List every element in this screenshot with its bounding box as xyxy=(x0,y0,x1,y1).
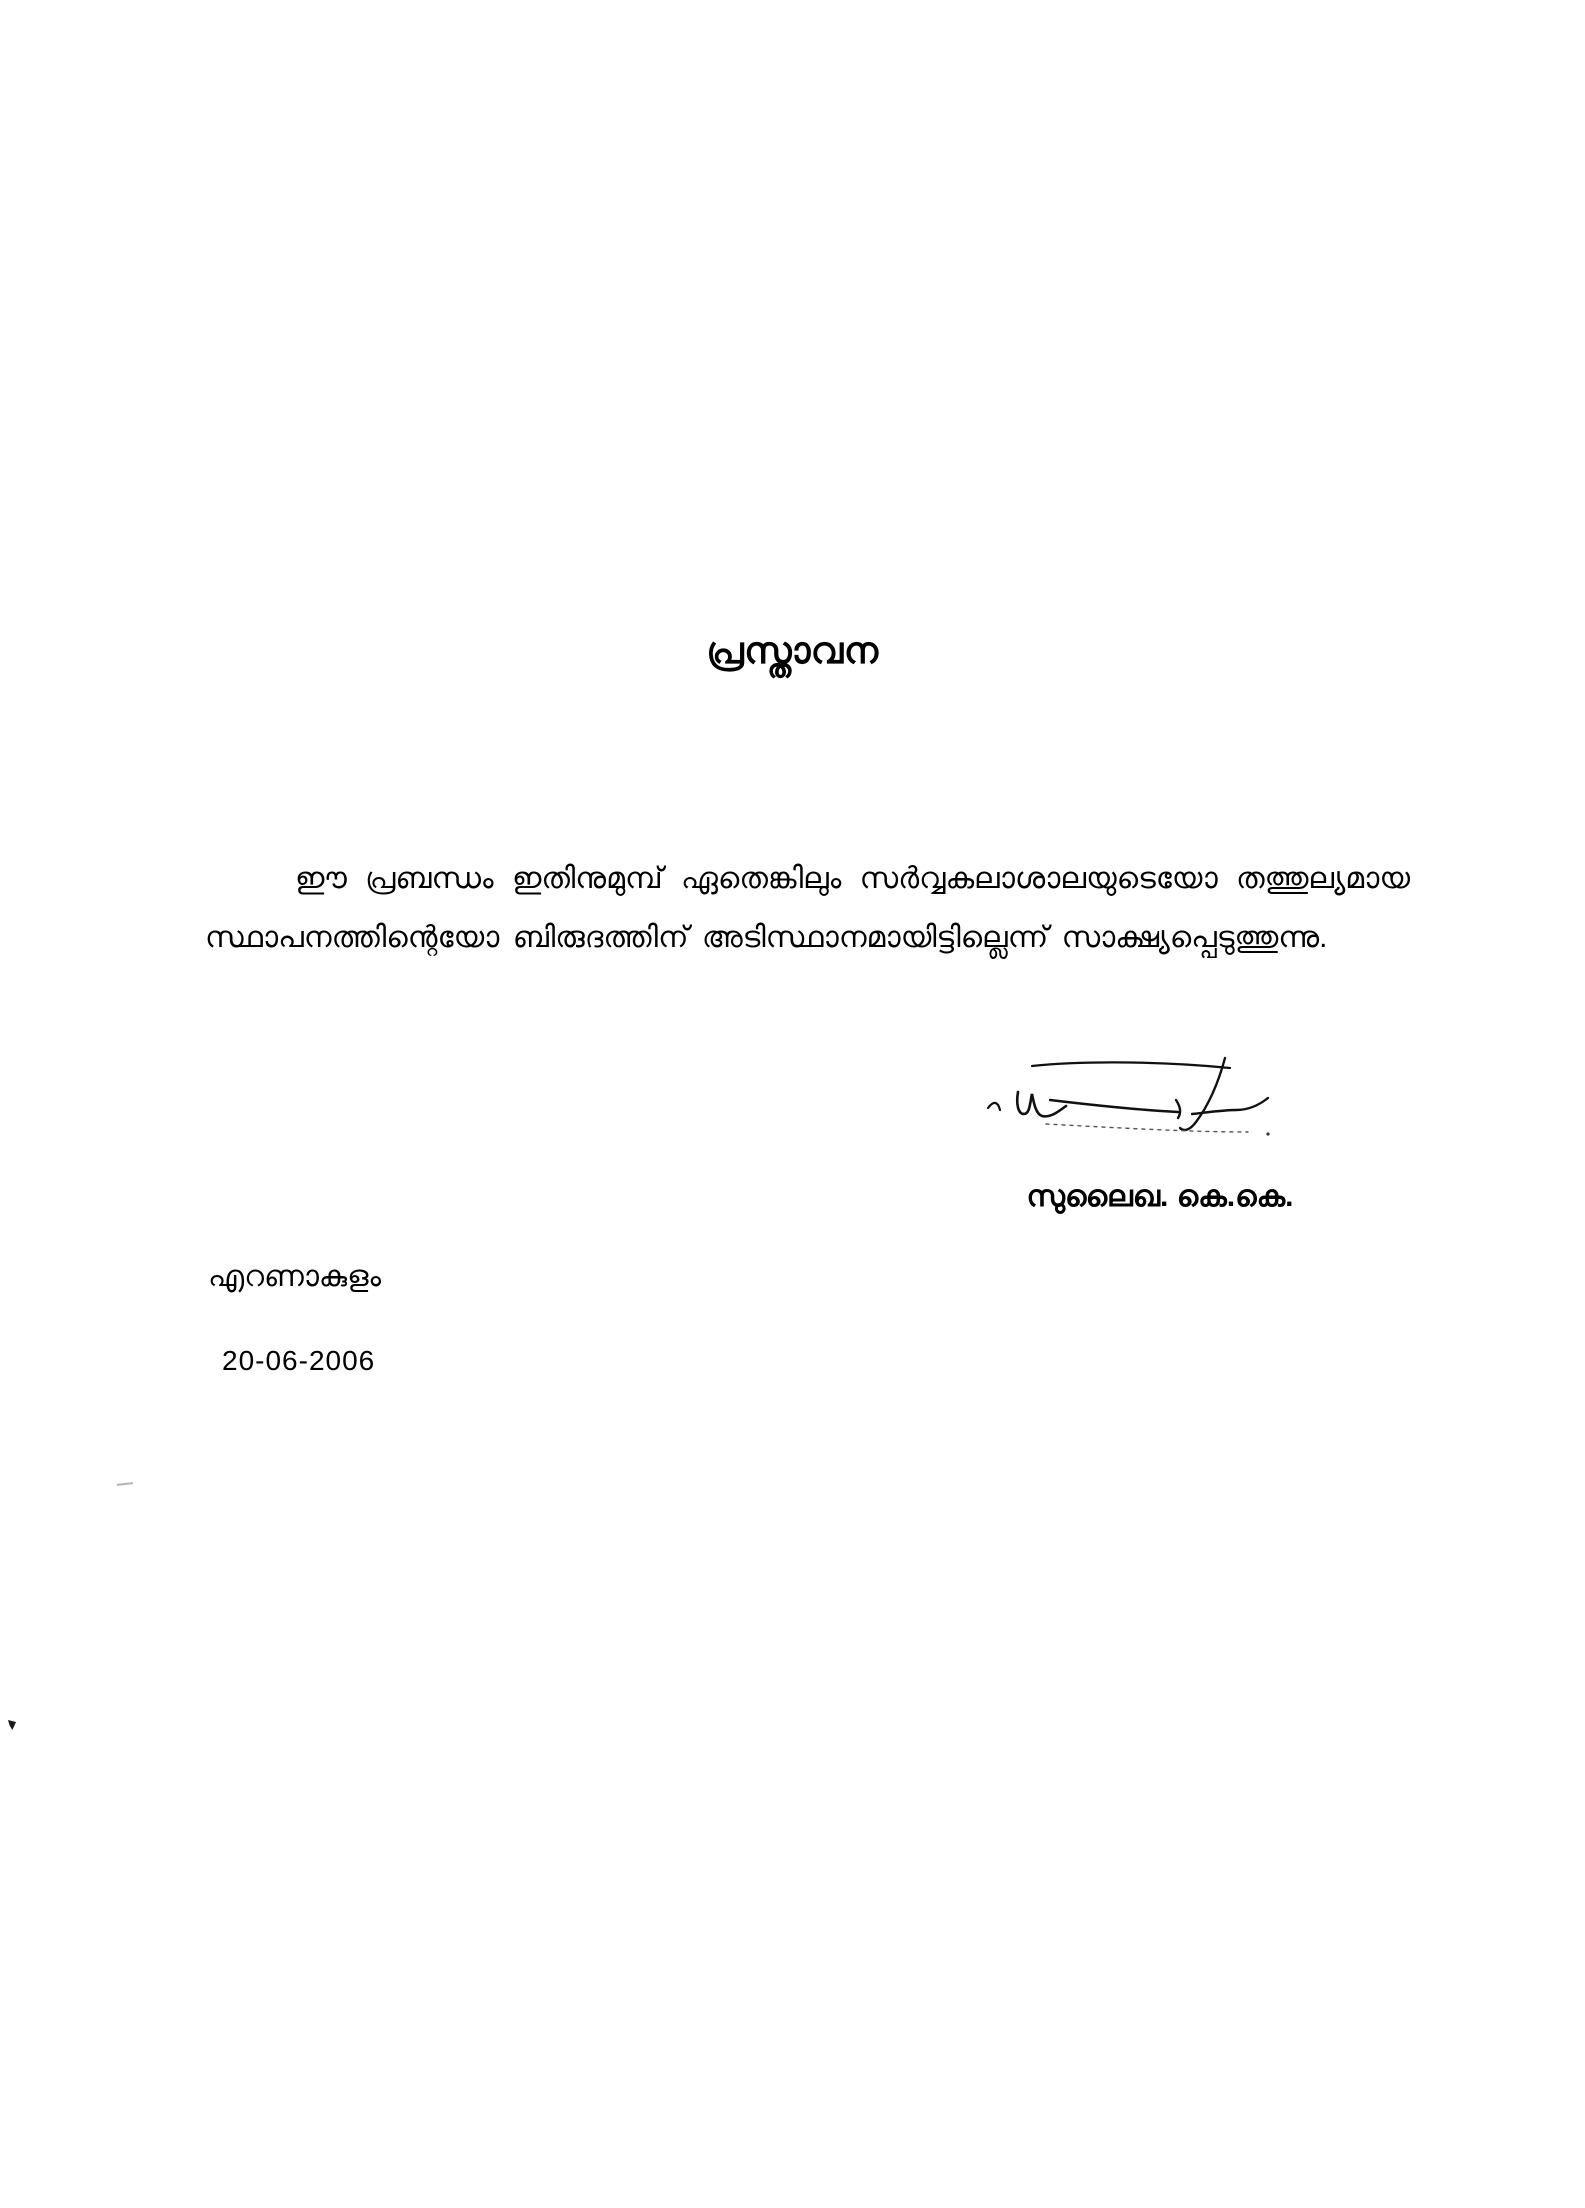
declaration-body xyxy=(205,820,1410,997)
date-text: 20-06-2006 xyxy=(222,1345,376,1376)
place-text: എറണാകുളം xyxy=(208,1260,382,1293)
scan-artifact-left xyxy=(8,1720,16,1730)
page-title: പ്രസ്താവന xyxy=(706,630,879,671)
declaration-paragraph: ഈ പ്രബന്ധം ഇതിനുമുമ്പ് ഏതെങ്കിലും സർവ്വകലാശാലയുടെയോ തത്തുല്യമായ സ്ഥാപനത്തിന്റെയോ ബിരുദത്തിന് അടിസ്ഥാനമായിട്ടില്ലെന്ന് സാക്ഷ്യപ്പെടുത്തുന്നു. xyxy=(205,862,1410,954)
signature-icon xyxy=(980,1040,1340,1170)
scan-artifact-top xyxy=(117,1482,133,1486)
signature-name: സുലൈഖ. കെ.കെ. xyxy=(1026,1180,1294,1213)
